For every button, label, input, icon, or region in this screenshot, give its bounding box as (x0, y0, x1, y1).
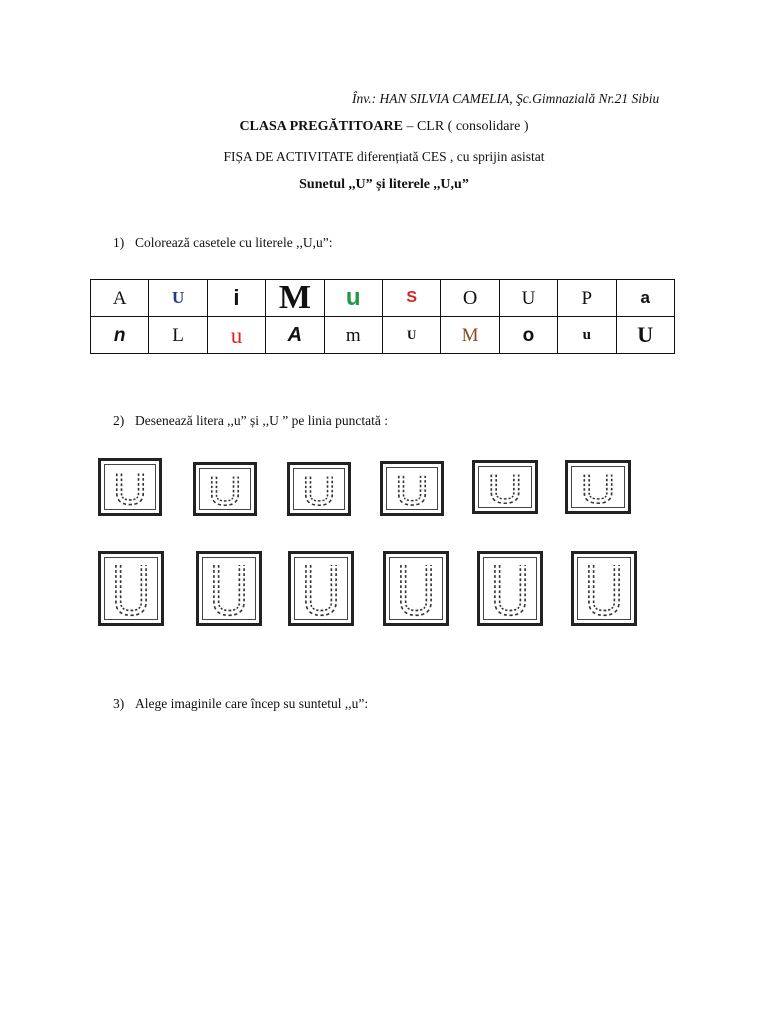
dotted-uppercase-u-icon (101, 554, 161, 623)
letter-char: A (112, 287, 127, 309)
letter-char: L (172, 324, 184, 346)
class-title (0, 119, 768, 135)
exercise-1-number: 1) (113, 235, 125, 250)
exercise-2-number: 2) (113, 413, 125, 428)
dotted-uppercase-u-icon (574, 554, 634, 623)
letter-cell[interactable] (499, 317, 557, 354)
dotted-lowercase-u-icon (568, 463, 628, 511)
exercise-2-text: Desenează litera ,,u” și ,,U ” pe linia punctată : (135, 413, 389, 428)
trace-box-uppercase-u[interactable] (571, 551, 637, 626)
letter-char: U (406, 327, 417, 342)
letter-cell[interactable] (207, 317, 265, 354)
letter-cell[interactable] (149, 317, 207, 354)
trace-box-lowercase-u[interactable] (472, 460, 538, 514)
dotted-lowercase-u-icon (475, 463, 535, 511)
letter-char: m (345, 324, 361, 346)
letter-char: M (278, 279, 311, 316)
letter-cell[interactable] (441, 280, 499, 317)
trace-box-uppercase-u[interactable] (477, 551, 543, 626)
letter-char: P (581, 287, 593, 309)
letter-char: A (287, 324, 303, 346)
trace-box-lowercase-u[interactable] (380, 461, 444, 516)
exercise-1 (113, 235, 333, 251)
trace-box-lowercase-u[interactable] (565, 460, 631, 514)
letter-char: u (230, 322, 243, 348)
activity-title: FIȘA DE ACTIVITATE diferențiată CES , cu sprijin asistat (223, 149, 545, 164)
trace-box-lowercase-u[interactable] (287, 462, 351, 516)
letter-cell[interactable] (207, 280, 265, 317)
letter-char: M (461, 324, 479, 346)
letter-char: n (113, 324, 126, 346)
dotted-lowercase-u-icon (196, 465, 254, 513)
letter-cell[interactable] (382, 317, 440, 354)
letter-char: U (171, 288, 185, 307)
letter-cell[interactable] (91, 280, 149, 317)
dotted-uppercase-u-icon (480, 554, 540, 623)
letter-cell[interactable] (266, 280, 324, 317)
letter-grid-row-1 (91, 280, 675, 317)
dotted-uppercase-u-icon (199, 554, 259, 623)
letter-char: u (345, 284, 361, 311)
letter-cell[interactable] (266, 317, 324, 354)
trace-box-uppercase-u[interactable] (383, 551, 449, 626)
letter-char: a (640, 288, 650, 307)
dotted-uppercase-u-icon (291, 554, 351, 623)
exercise-3-text: Alege imaginile care încep su suntetul ,,u”: (135, 696, 369, 711)
letter-cell[interactable] (324, 317, 382, 354)
letter-cell[interactable] (324, 280, 382, 317)
trace-box-lowercase-u[interactable] (98, 458, 162, 516)
exercise-2 (113, 413, 388, 429)
letter-char: u (582, 327, 591, 343)
letter-char: U (521, 287, 536, 309)
trace-box-uppercase-u[interactable] (98, 551, 164, 626)
author-line: Înv.: HAN SILVIA CAMELIA, Şc.Gimnazială Nr.21 Sibiu (352, 91, 660, 106)
letter-char: i (233, 285, 240, 310)
letter-char: S (406, 289, 417, 306)
letter-grid (90, 279, 675, 354)
letter-cell[interactable] (499, 280, 557, 317)
dotted-lowercase-u-icon (290, 465, 348, 513)
dotted-lowercase-u-icon (383, 464, 441, 513)
class-title-rest: – CLR ( consolidare ) (402, 119, 529, 134)
letter-cell[interactable] (616, 317, 674, 354)
letter-cell[interactable] (91, 317, 149, 354)
letter-cell[interactable] (441, 317, 499, 354)
exercise-3-number: 3) (113, 696, 125, 711)
dotted-uppercase-u-icon (386, 554, 446, 623)
letter-cell[interactable] (382, 280, 440, 317)
letter-char: U (637, 322, 654, 347)
trace-box-uppercase-u[interactable] (196, 551, 262, 626)
topic-title: Sunetul ,,U” și literele ,,U,u” (299, 177, 469, 192)
letter-char: O (462, 287, 478, 309)
class-title-bold: CLASA PREGĂTITOARE (239, 119, 403, 134)
letter-grid-row-2 (91, 317, 675, 354)
exercise-1-text: Colorează casetele cu literele ,,U,u”: (135, 235, 333, 250)
letter-cell[interactable] (149, 280, 207, 317)
dotted-lowercase-u-icon (101, 461, 159, 513)
letter-cell[interactable] (558, 317, 616, 354)
letter-cell[interactable] (616, 280, 674, 317)
letter-char: o (522, 324, 535, 346)
letter-cell[interactable] (558, 280, 616, 317)
exercise-3 (113, 696, 368, 712)
trace-box-uppercase-u[interactable] (288, 551, 354, 626)
trace-box-lowercase-u[interactable] (193, 462, 257, 516)
